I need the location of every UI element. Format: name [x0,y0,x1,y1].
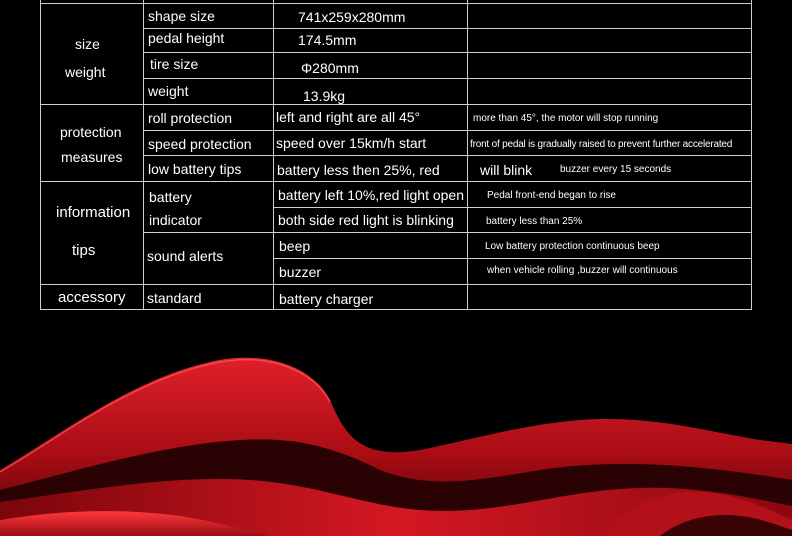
grid-line [40,3,752,4]
row-value: both side red light is blinking [278,212,454,228]
grid-line [40,0,41,310]
section-title-accessory: accessory [58,289,126,306]
battery-indicator-label: indicator [149,212,202,228]
row-note: more than 45°, the motor will stop running [473,113,659,124]
section-title-weight: weight [65,64,106,80]
row-value: 741x259x280mm [298,9,406,25]
row-value: Φ280mm [301,60,359,76]
accessory-label: standard [147,290,202,306]
row-label: speed protection [148,136,252,152]
grid-line [143,130,752,131]
row-value: buzzer [279,264,322,280]
grid-line [143,78,752,79]
row-value: 174.5mm [298,32,357,48]
row-label: tire size [150,56,199,72]
spec-table [40,0,752,310]
row-label: weight [148,83,189,99]
row-note: battery less than 25% [486,216,583,227]
row-label: low battery tips [148,161,242,177]
row-value: battery less then 25%, red [277,162,440,178]
grid-line [273,207,752,208]
row-value: beep [279,238,311,254]
grid-line [143,155,752,156]
grid-line [143,28,752,29]
row-value: battery left 10%,red light open [278,187,465,203]
battery-indicator-label: battery [149,189,192,205]
red-flame-decoration [0,340,792,536]
row-note: Pedal front-end began to rise [487,190,616,201]
grid-line [467,0,468,310]
section-title-tips: tips [72,242,96,259]
row-label: shape size [148,8,215,24]
grid-line [273,258,752,259]
row-value: 13.9kg [303,88,346,104]
accessory-value: battery charger [279,291,374,307]
row-value: left and right are all 45° [276,109,421,125]
grid-line [143,0,144,310]
grid-line [143,232,752,233]
grid-line [40,104,752,105]
section-title-protection: protection [60,124,122,140]
grid-line [143,52,752,53]
grid-line [40,284,752,285]
row-value: speed over 15km/h start [276,135,427,151]
sound-alerts-label: sound alerts [147,248,224,264]
grid-line [273,0,274,310]
grid-line [751,0,752,310]
row-label: roll protection [148,110,233,126]
section-title-size: size [75,36,100,52]
row-note: Low battery protection continuous beep [485,241,660,252]
section-title-measures: measures [61,149,123,165]
grid-line [40,181,752,182]
row-note: when vehicle rolling ,buzzer will continuous [487,265,678,276]
section-title-information: information [56,204,131,221]
row-note: front of pedal is gradually raised to prevent further accelerated [470,139,733,150]
row-note: buzzer every 15 seconds [560,164,672,175]
grid-line [40,309,752,310]
row-label: pedal height [148,30,225,46]
row-value-extra: will blink [480,162,533,178]
